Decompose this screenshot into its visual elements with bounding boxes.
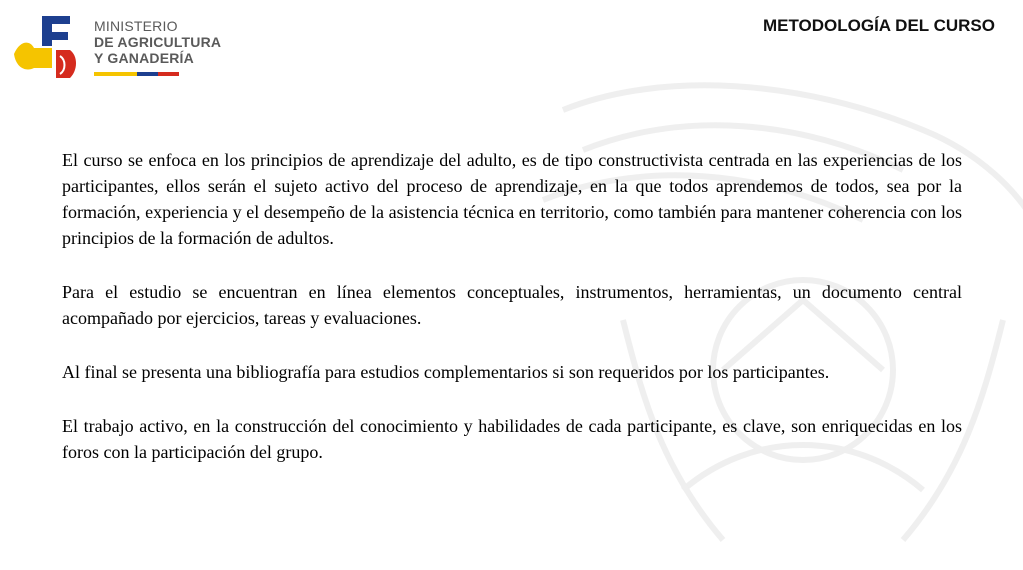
paragraph-2: Para el estudio se encuentran en línea elementos conceptuales, instrumentos, herramientas, un documento central acompañado por ejercicios, tareas y evaluaciones. xyxy=(62,282,962,328)
paragraph-4: El trabajo activo, en la construcción del conocimiento y habilidades de cada participante, es clave, son enriquecidas en los foros con la participación del grupo. xyxy=(62,416,962,462)
flag-blue-stripe xyxy=(137,72,158,76)
flag-yellow-stripe xyxy=(94,72,137,76)
paragraph-3: Al final se presenta una bibliografía para estudios complementarios si son requeridos por los participantes. xyxy=(62,362,830,382)
ministry-name-line1: MINISTERIO xyxy=(94,18,178,34)
paragraph-1: El curso se enfoca en los principios de aprendizaje del adulto, es de tipo constructivista centrada en las experiencias de los participantes, ellos serán el sujeto activo del proceso de aprendizaje, en la que todos aprendemos de todos, sea por la formación, experiencia y el desempeño de la asistencia técnica en territorio, como también para mantener coherencia con los principios de la formación de adultos. xyxy=(62,150,962,248)
ministry-name xyxy=(94,18,221,66)
ministry-name-line3: Y GANADERÍA xyxy=(94,50,194,66)
ministry-emblem-icon xyxy=(12,10,82,80)
methodology-text xyxy=(62,147,962,493)
page-title: METODOLOGÍA DEL CURSO xyxy=(762,16,995,35)
ministry-logo xyxy=(12,10,227,80)
flag-color-bar xyxy=(94,72,179,76)
flag-red-stripe xyxy=(158,72,179,76)
ministry-name-line2: DE AGRICULTURA xyxy=(94,34,222,50)
